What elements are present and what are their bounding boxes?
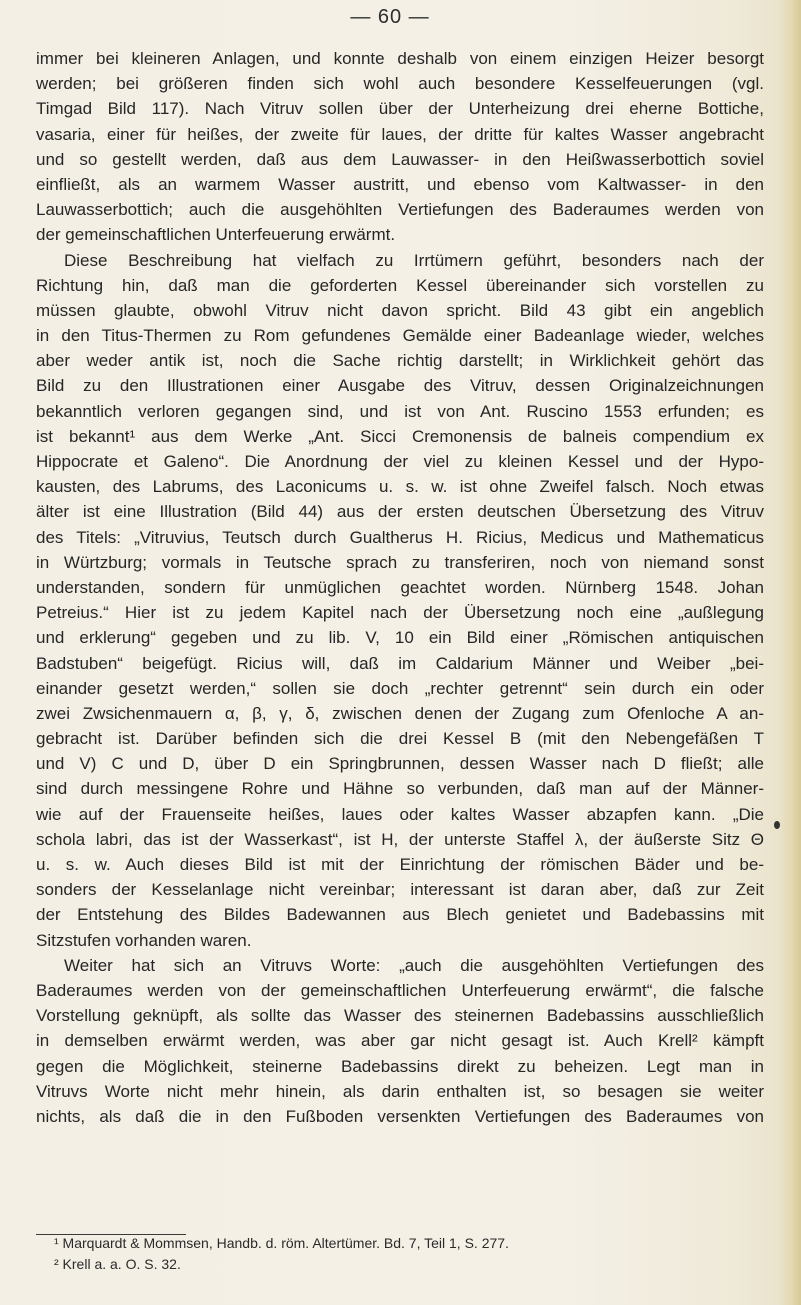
text-line: Richtung hin, daß man die geforderten Kessel übereinander sich vorstellen zu xyxy=(36,275,764,295)
text-line: der Entstehung des Bildes Badewannen aus Blech genietet und Badebassins mit xyxy=(36,905,764,925)
text-line-paragraph-start: Diese Beschreibung hat vielfach zu Irrtümern geführt, besonders nach der xyxy=(64,250,764,270)
body-text xyxy=(36,46,764,1129)
text-line: ist bekannt¹ aus dem Werke „Ant. Sicci Cremonensis de balneis compendium ex xyxy=(36,426,764,446)
text-line: kausten, des Labrums, des Laconicums u. s. w. ist ohne Zweifel falsch. Noch etwas xyxy=(36,477,764,497)
text-line: zwei Zwsichenmauern α, β, γ, δ, zwischen denen der Zugang zum Ofenloche A an- xyxy=(36,703,764,723)
text-line: werden; bei größeren finden sich wohl auch besondere Kesselfeuerungen (vgl. xyxy=(36,74,764,94)
text-line: in Würtzburg; vormals in Teutsche sprach zu transferiren, noch von niemand sonst xyxy=(36,552,764,572)
text-line: und erklerung“ gegeben und zu lib. V, 10 ein Bild einer „Römischen antiquischen xyxy=(36,628,764,648)
text-line: nichts, als daß die in den Fußboden versenkten Vertiefungen des Baderaumes von xyxy=(36,1106,764,1126)
text-line: sind durch messingene Rohre und Hähne so verbunden, daß man auf der Männer- xyxy=(36,779,764,799)
text-line-paragraph-start: Weiter hat sich an Vitruvs Worte: „auch die ausgehöhlten Vertiefungen des xyxy=(64,955,764,975)
text-line: sonders der Kesselanlage nicht vereinbar; interessant ist daran aber, daß zur Zeit xyxy=(36,880,764,900)
text-line: müssen glaubte, obwohl Vitruv nicht davon spricht. Bild 43 gibt ein angeblich xyxy=(36,300,764,320)
text-line: Timgad Bild 117). Nach Vitruv sollen über der Unterheizung drei eherne Bottiche, xyxy=(36,99,764,119)
text-line: in den Titus-Thermen zu Rom gefundenes Gemälde einer Badeanlage wieder, welches xyxy=(36,326,764,346)
footnote-1: ¹ Marquardt & Mommsen, Handb. d. röm. Altertümer. Bd. 7, Teil 1, S. 277. xyxy=(54,1235,509,1251)
page-number: — 60 — xyxy=(350,6,430,28)
text-line: vasaria, einer für heißes, der zweite für laues, der dritte für kaltes Wasser angebracht xyxy=(36,124,764,144)
text-line: Sitzstufen vorhanden waren. xyxy=(36,930,252,950)
text-line: einander gesetzt werden,“ sollen sie doch „rechter getrennt“ sein durch ein oder xyxy=(36,678,764,698)
text-line: bekanntlich verloren gegangen sind, und ist von Ant. Ruscino 1553 erfunden; es xyxy=(36,401,764,421)
text-line: Vitruvs Worte nicht mehr hinein, als darin enthalten ist, so besagen sie weiter xyxy=(36,1081,764,1101)
margin-ink-dot xyxy=(774,821,780,829)
text-line: Lauwasserbottich; auch die ausgehöhlten Vertiefungen des Baderaumes werden von xyxy=(36,200,764,220)
text-line: Vorstellung geknüpft, als sollte das Wasser des steinernen Badebassins ausschließlich xyxy=(36,1006,764,1026)
text-line: Petreius.“ Hier ist zu jedem Kapitel nach der Übersetzung noch eine „außlegung xyxy=(36,603,764,623)
text-line: der gemeinschaftlichen Unterfeuerung erwärmt. xyxy=(36,225,396,245)
text-line: Badstuben“ beigefügt. Ricius will, daß im Caldarium Männer und Weiber „bei- xyxy=(36,653,764,673)
text-line: älter ist eine Illustration (Bild 44) aus der ersten deutschen Übersetzung des Vitruv xyxy=(36,502,764,522)
text-line: einfließt, als an warmem Wasser austritt, und ebenso vom Kaltwasser- in den xyxy=(36,174,764,194)
page-edge-shadow xyxy=(779,0,801,1305)
text-line: Baderaumes werden von der gemeinschaftlichen Unterfeuerung erwärmt“, die falsche xyxy=(36,980,764,1000)
text-line: u. s. w. Auch dieses Bild ist mit der Einrichtung der römischen Bäder und be- xyxy=(36,855,764,874)
text-line: understanden, sondern für unmüglichen geachtet worden. Nürnberg 1548. Johan xyxy=(36,577,764,597)
text-line: in demselben erwärmt werden, was aber gar nicht gesagt ist. Auch Krell² kämpft xyxy=(36,1031,764,1051)
text-line: aber weder antik ist, noch die Sache richtig darstellt; in Wirklichkeit gehört das xyxy=(36,351,764,371)
text-line: des Titels: „Vitruvius, Teutsch durch Gualtherus H. Ricius, Medicus und Mathematicus xyxy=(36,527,764,547)
text-line: gebracht ist. Darüber befinden sich die drei Kessel B (mit den Nebengefäßen T xyxy=(36,729,764,749)
text-line: Bild zu den Illustrationen einer Ausgabe des Vitruv, dessen Originalzeichnungen xyxy=(36,376,764,396)
text-line: schola labri, das ist der Wasserkast“, ist H, der unterste Staffel λ, der äußerste Sitz Θ xyxy=(36,829,764,849)
text-line: gegen die Möglichkeit, steinerne Badebassins direkt zu beheizen. Legt man in xyxy=(36,1056,764,1076)
text-line: und V) C und D, über D ein Springbrunnen, dessen Wasser nach D fließt; alle xyxy=(36,754,764,774)
text-line: Hippocrate et Galeno“. Die Anordnung der viel zu kleinen Kessel und der Hypo- xyxy=(36,452,764,471)
text-line: und so gestellt werden, daß aus dem Lauwasser- in den Heißwasserbottich soviel xyxy=(36,149,764,169)
text-line: wie auf der Frauenseite heißes, laues oder kaltes Wasser abzapfen kann. „Die xyxy=(36,804,764,824)
footnotes xyxy=(54,1233,754,1275)
footnote-2: ² Krell a. a. O. S. 32. xyxy=(54,1256,181,1272)
text-line: immer bei kleineren Anlagen, und konnte deshalb von einem einzigen Heizer besorgt xyxy=(36,49,764,68)
